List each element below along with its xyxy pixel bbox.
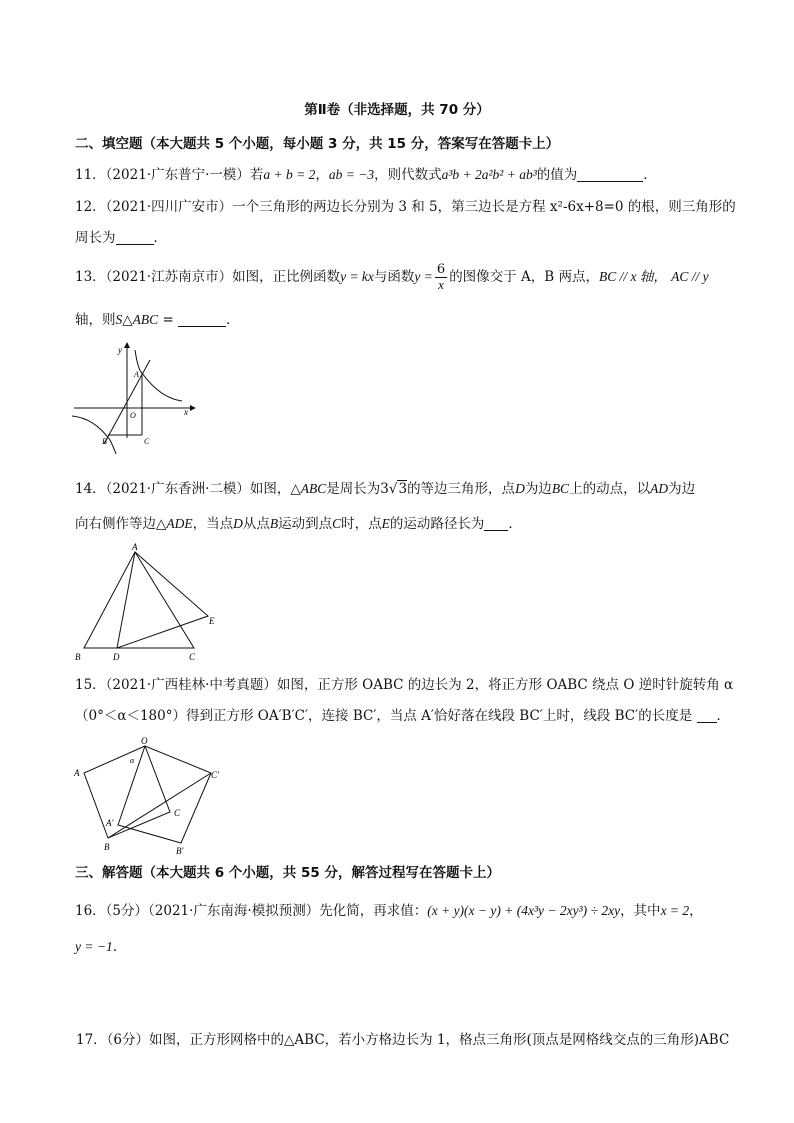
section-solution-title: 三、解答题（本大题共 6 个小题，共 55 分，解答过程写在答题卡上） — [75, 865, 500, 881]
question-14-line2: 向右侧作等边△ADE，当点D从点B运动到点C时，点E的运动路径长为 ． — [75, 516, 522, 532]
label-y: y — [118, 345, 122, 355]
question-12-line1: 12．（2021·四川广安市）一个三角形的两边长分别为 3 和 5，第三边长是方程 x²-6x+8=0 的根，则三角形的 — [75, 199, 736, 215]
part-title: 第Ⅱ卷（非选择题，共 70 分） — [304, 102, 490, 118]
q11-condition-product: ab = −3 — [328, 167, 375, 182]
label-C-prime: C′ — [211, 770, 219, 780]
question-16-line1: 16．（5分）（2021·广东南海·模拟预测）先化简，再求值：(x + y)(x − y) + (4x³y − 2xy³) ÷ 2xy，其中x = 2， — [75, 903, 703, 919]
label-A: A — [132, 542, 138, 552]
answer-blank[interactable] — [577, 167, 643, 182]
label-O: O — [130, 411, 136, 420]
label-x: x — [184, 407, 188, 417]
question-15-line2: （0°＜α＜180°）得到正方形 OA′B′C′，连接 BC′，当点 A′恰好落在线段 BC′上时，线段 BC′的长度是 ． — [75, 708, 730, 724]
label-alpha: α — [130, 756, 135, 765]
figure-13-graph — [72, 340, 197, 446]
question-11: 11．（2021·广东普宁·一模）若a + b = 2，ab = −3，则代数式a³b + 2a²b² + ab³的值为 ． — [75, 167, 657, 183]
q11-expression: a³b + 2a²b² + ab³ — [441, 167, 537, 182]
question-14-line1: 14．（2021·广东香洲·二模）如图，△ABC是周长为3√3的等边三角形，点D为边BC上的动点，以AD为边 — [75, 481, 696, 497]
fraction-6-over-x: $\frac{6}{x}$ — [436, 262, 446, 292]
question-17-line1: 17．（6分）如图，正方形网格中的△ABC，若小方格边长为 1，格点三角形(顶点是网格线交点的三角形)ABC — [76, 1032, 730, 1048]
label-B: B — [75, 652, 81, 662]
question-13-line1: 13．（2021·江苏南京市）如图，正比例函数y = kx与函数y = $\frac{6}{x}$ 的图像交于 A，B 两点，BC // x 轴， AC // y — [75, 262, 709, 292]
question-16-line2: y = −1. — [75, 939, 118, 955]
segment-bc-prime — [108, 773, 211, 838]
question-13-line2: 轴，则S△ABC = ． — [75, 312, 240, 328]
label-A: A — [74, 768, 80, 778]
q16-expression: (x + y)(x − y) + (4x³y − 2xy³) ÷ 2xy — [427, 903, 621, 918]
label-D: D — [113, 652, 120, 662]
x-axis-arrow — [190, 405, 196, 411]
label-A: A — [134, 370, 139, 379]
label-E: E — [209, 616, 215, 626]
figure-14-triangles — [72, 540, 222, 665]
section-fill-in-title: 二、填空题（本大题共 5 个小题，每小题 3 分，共 15 分，答案写在答题卡上） — [75, 136, 560, 152]
label-C: C — [174, 808, 181, 818]
label-B: B — [102, 437, 107, 446]
answer-blank[interactable] — [697, 708, 717, 723]
label-A-prime: A′ — [106, 818, 114, 828]
answer-blank[interactable] — [178, 312, 226, 327]
area-symbol: S△ABC — [115, 312, 159, 327]
answer-blank[interactable] — [484, 516, 508, 531]
label-B: B — [104, 842, 110, 852]
y-axis-arrow — [124, 342, 130, 348]
label-C: C — [144, 437, 150, 446]
figure-15-squares — [70, 736, 230, 856]
triangle-abc — [84, 552, 194, 648]
label-O: O — [141, 736, 148, 746]
question-12-line2: 周长为 ． — [75, 230, 167, 246]
question-15-line1: 15．（2021·广西桂林·中考真题）如图，正方形 OABC 的边长为 2，将正方形 OABC 绕点 O 逆时针旋转角 α — [75, 677, 734, 693]
label-C: C — [189, 652, 196, 662]
label-B-prime: B′ — [176, 846, 184, 856]
square-oabc — [84, 746, 170, 838]
triangle-ade — [117, 552, 208, 648]
q11-condition-sum: a + b = 2 — [263, 167, 316, 182]
answer-blank[interactable] — [116, 230, 154, 245]
